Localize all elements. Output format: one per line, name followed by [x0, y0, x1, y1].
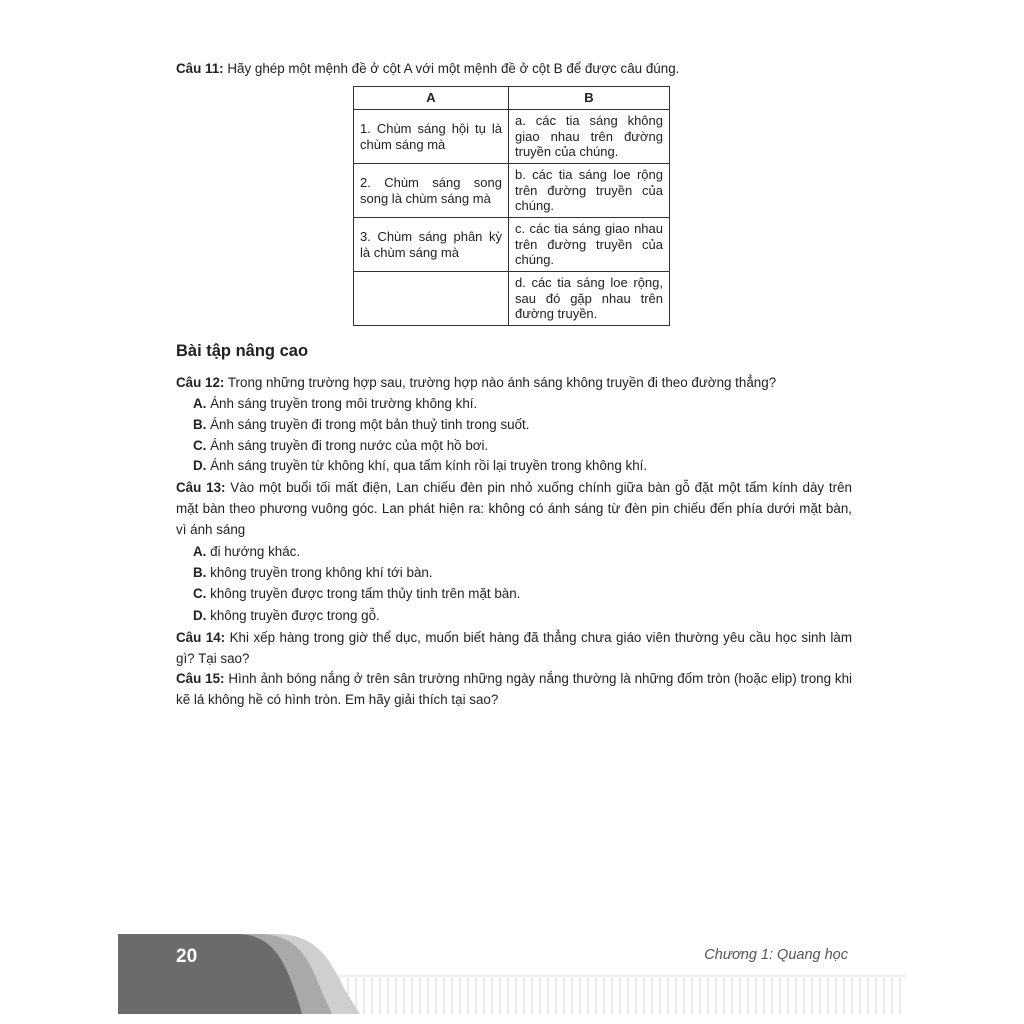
table-cell-b: d. các tia sáng loe rộng, sau đó gặp nhau trên đường truyền.: [509, 272, 670, 326]
option-text: đi hướng khác.: [206, 544, 301, 559]
option-text: không truyền được trong tấm thủy tinh trên mặt bàn.: [206, 586, 521, 601]
table-cell-a: 2. Chùm sáng song song là chùm sáng mà: [354, 164, 509, 218]
question-12-option-d: [193, 456, 647, 476]
option-key: B.: [193, 417, 207, 432]
chapter-title: Chương 1: Quang học: [704, 947, 848, 963]
footer-decoration: [0, 920, 1024, 1024]
option-key: A.: [193, 396, 207, 411]
table-row: [354, 110, 670, 164]
question-13-option-d: [193, 606, 380, 626]
question-12-text: Trong những trường hợp sau, trường hợp nào ánh sáng không truyền đi theo đường thẳng?: [224, 375, 777, 390]
question-14-label: Câu 14:: [176, 630, 226, 645]
option-key: C.: [193, 586, 207, 601]
table-cell-a: 3. Chùm sáng phân kỳ là chùm sáng mà: [354, 218, 509, 272]
question-13-option-c: [193, 584, 520, 604]
column-b-header: B: [509, 87, 670, 110]
table-row: [354, 272, 670, 326]
table-cell-a: 1. Chùm sáng hội tụ là chùm sáng mà: [354, 110, 509, 164]
table-cell-a: [354, 272, 509, 326]
question-13-label: Câu 13:: [176, 480, 226, 495]
question-11-text: Hãy ghép một mệnh đề ở cột A với một mệnh đề ở cột B để được câu đúng.: [223, 61, 680, 76]
option-key: C.: [193, 438, 207, 453]
question-12-option-a: [193, 394, 477, 414]
option-key: D.: [193, 608, 207, 623]
page-number: 20: [176, 946, 198, 967]
question-12-label: Câu 12:: [176, 375, 225, 390]
question-12: [176, 372, 852, 393]
table-cell-b: c. các tia sáng giao nhau trên đường truyền của chúng.: [509, 218, 670, 272]
column-a-header: A: [354, 87, 509, 110]
option-key: B.: [193, 565, 207, 580]
question-13-option-b: [193, 563, 433, 583]
question-11: [176, 58, 852, 79]
option-text: không truyền trong không khí tới bàn.: [206, 565, 433, 580]
option-key: A.: [193, 544, 207, 559]
table-header-row: [354, 87, 670, 110]
table-cell-b: b. các tia sáng loe rộng trên đường truyền của chúng.: [509, 164, 670, 218]
question-13: [176, 477, 852, 540]
question-12-option-c: [193, 436, 488, 456]
option-key: D.: [193, 458, 207, 473]
question-15-text: Hình ảnh bóng nắng ở trên sân trường những ngày nắng thường là những đốm tròn (hoặc elip) trong khi kẽ lá không hề có hình tròn. Em hãy giải thích tại sao?: [176, 671, 852, 707]
option-text: Ánh sáng truyền từ không khí, qua tấm kính rồi lại truyền trong không khí.: [206, 458, 648, 473]
table-row: [354, 164, 670, 218]
option-text: Ánh sáng truyền đi trong nước của một hồ bơi.: [206, 438, 489, 453]
question-14-text: Khi xếp hàng trong giờ thể dục, muốn biết hàng đã thẳng chưa giáo viên thường yêu cầu học sinh làm gì? Tại sao?: [176, 630, 852, 666]
option-text: Ánh sáng truyền đi trong một bản thuỷ tinh trong suốt.: [206, 417, 530, 432]
question-12-option-b: [193, 415, 529, 435]
question-13-text: Vào một buổi tối mất điện, Lan chiếu đèn pin nhỏ xuống chính giữa bàn gỗ đặt một tấm kính dày trên mặt bàn theo phương vuông góc. Lan phát hiện ra: không có ánh sáng từ đèn pin chiếu đến phía dưới mặt bàn, vì ánh sáng: [176, 480, 853, 537]
matching-table: [353, 86, 670, 326]
question-13-option-a: [193, 542, 300, 562]
table-cell-b: a. các tia sáng không giao nhau trên đường truyền của chúng.: [509, 110, 670, 164]
table-row: [354, 218, 670, 272]
question-14: [176, 627, 852, 669]
option-text: Ánh sáng truyền trong môi trường không khí.: [206, 396, 478, 411]
question-11-label: Câu 11:: [176, 61, 224, 76]
question-15: [176, 668, 852, 710]
footer-ruled-band: [300, 978, 906, 1014]
option-text: không truyền được trong gỗ.: [206, 608, 380, 623]
question-15-label: Câu 15:: [176, 671, 225, 686]
section-title: Bài tập nâng cao: [176, 342, 309, 360]
